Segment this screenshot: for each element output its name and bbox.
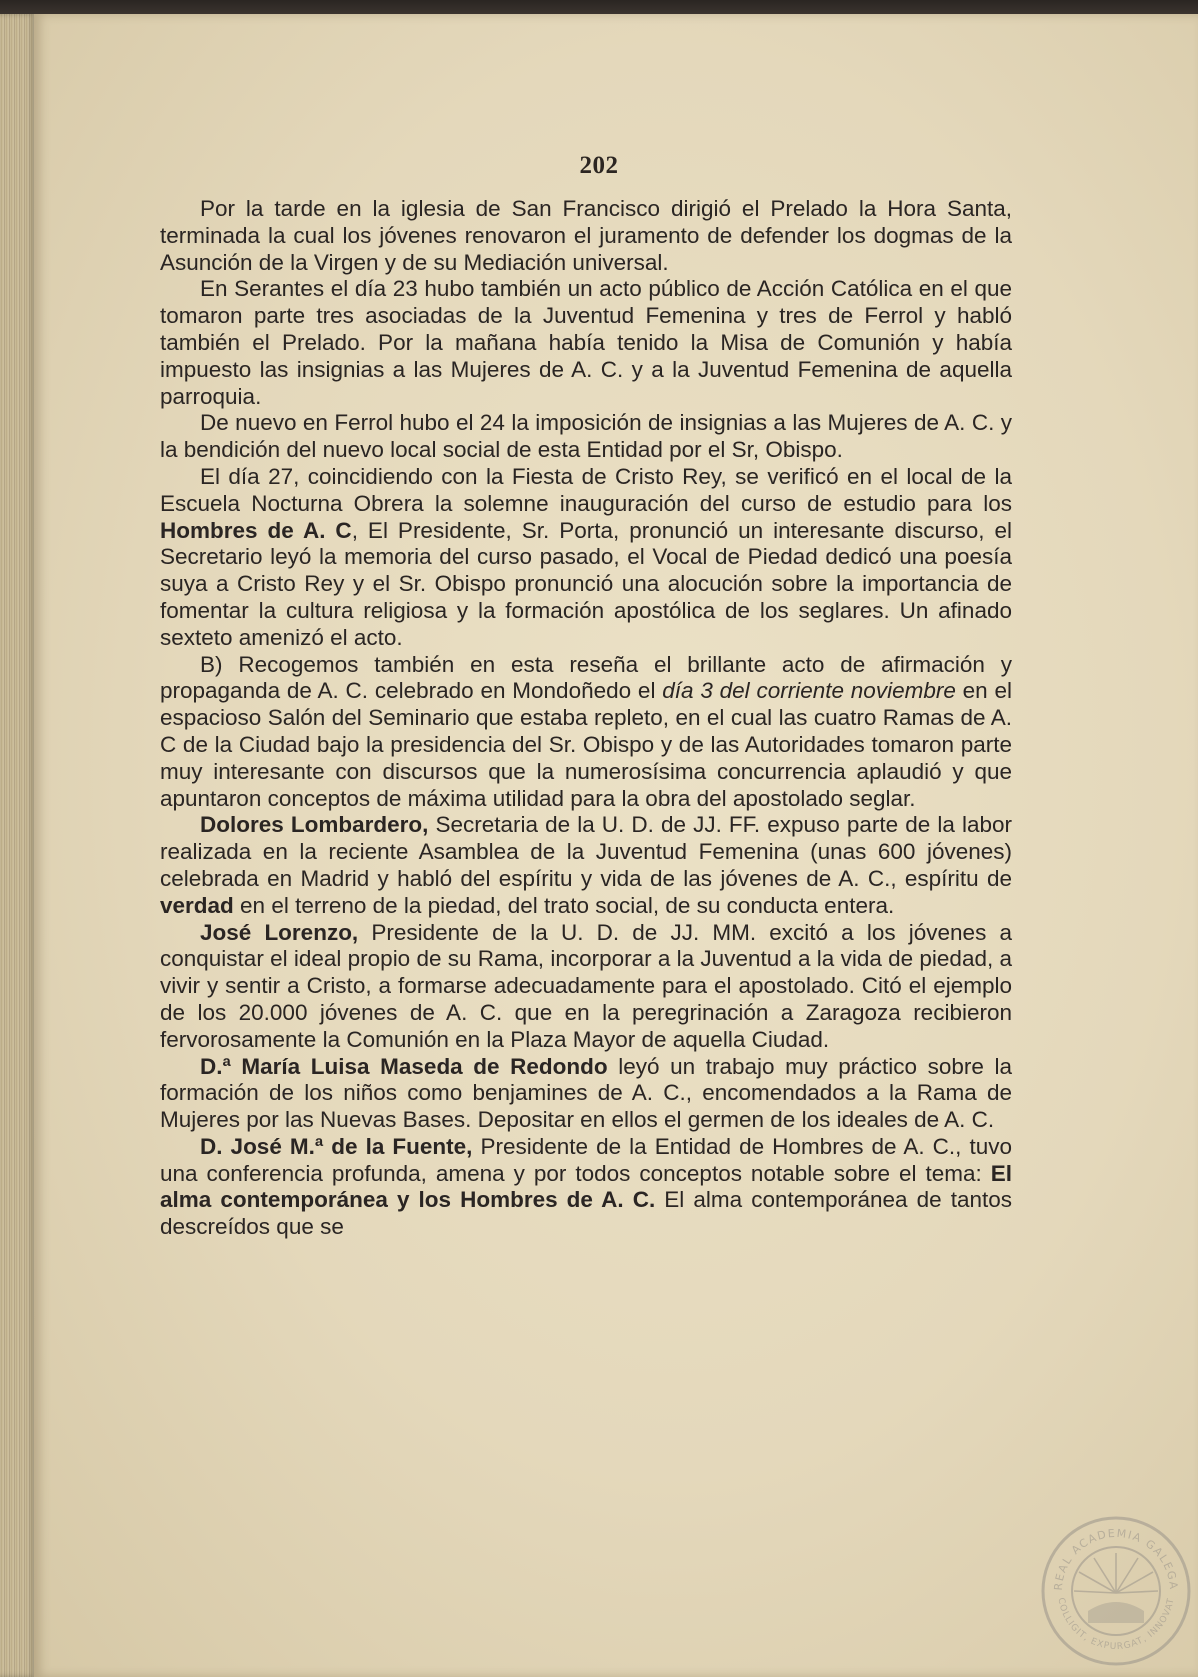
text-run: De nuevo en Ferrol hubo el 24 la imposición de insignias a las Mujeres de A. C. y la bendición del nuevo local social de esta Entidad por el Sr, Obispo. — [160, 410, 1012, 463]
text-run: El día 27, coincidiendo con la Fiesta de Cristo Rey, se verificó en el local de la Escuela Nocturna Obrera la solemne inauguración del curso de estudio para los — [160, 463, 1012, 516]
text-run: En Serantes el día 23 hubo también un acto público de Acción Católica en el que tomaron parte tres asociadas de la Juventud Femenina y tres de Ferrol y habló también el Prelado. Por la mañana había tenido la Misa de Comunión y había impuesto las insignias a las Mujeres de A. C. y a la Juventud Femenina de aquella parroquia. — [160, 276, 1012, 409]
bold-text: D.ª María Luisa Maseda de Redondo — [200, 1053, 608, 1079]
bold-text: José Lorenzo, — [200, 919, 359, 945]
text-run: Presidente de la Entidad de Hombres de A. C., tuvo una conferencia profunda, amena y por todos conceptos notable sobre el tema: — [160, 1133, 1012, 1186]
text-run: leyó un trabajo muy práctico sobre la formación de los niños como benjamines de A. C., encomendados a la Rama de Mujeres por las Nuevas Bases. Depositar en ellos el germen de los ideales de A. C. — [160, 1053, 1012, 1133]
page-number: 202 — [579, 152, 619, 179]
text-run: Secretaria de la U. D. de JJ. FF. expuso parte de la labor realizada en la reciente Asamblea de la Juventud Femenina (unas 600 jóvenes) celebrada en Madrid y habló del espíritu y vida de las jóvenes de A. C., espíritu de — [160, 812, 1012, 891]
italic-text: día 3 del corriente noviembre — [662, 678, 956, 704]
seal-text-bottom: COLLIGIT, EXPURGAT, INNOVAT — [1055, 1596, 1177, 1653]
paragraph — [160, 1054, 1012, 1134]
text-run: Presidente de la U. D. de JJ. MM. excitó a los jóvenes a conquistar el ideal propio de su Rama, incorporar a la Juventud a la vida de piedad, a vivir y sentir a Cristo, a formarse adecuadamente para el apostolado. Citó el ejemplo de los 20.000 jóvenes de A. C. que en la peregrinación a Zaragoza recibieron fervorosamente la Comunión en la Plaza Mayor de aquella Ciudad. — [160, 919, 1012, 1052]
paragraph — [160, 652, 1012, 813]
body-text — [160, 196, 1012, 1241]
bold-text: Hombres de A. C — [160, 517, 352, 543]
text-run: , El Presidente, Sr. Porta, pronunció un interesante discurso, el Secretario leyó la memoria del curso pasado, el Vocal de Piedad dedicó una poesía suya a Cristo Rey y el Sr. Obispo pronunció una alocución sobre la importancia de fomentar la cultura religiosa y la formación apostólica de los seglares. Un afinado sexteto amenizó el acto. — [160, 517, 1012, 650]
paragraph — [160, 410, 1012, 464]
text-run: Por la tarde en la iglesia de San Francisco dirigió el Prelado la Hora Santa, terminada la cual los jóvenes renovaron el juramento de defender los dogmas de la Asunción de la Virgen y de su Mediación universal. — [160, 196, 1012, 275]
text-run: en el espacioso Salón del Seminario que estaba repleto, en el cual las cuatro Ramas de A. C de la Ciudad bajo la presidencia del Sr. Obispo y de las Autoridades tomaron parte muy interesante con discursos que la numerosísima concurrencia aplaudió y que apuntaron conceptos de máxima utilidad para la obra del apostolado seglar. — [160, 678, 1012, 811]
bold-text: El alma contemporánea y los Hombres de A. C. — [160, 1160, 1012, 1213]
paragraph — [160, 196, 1012, 276]
paragraph — [160, 276, 1012, 410]
bold-text: D. José M.ª de la Fuente, — [200, 1133, 473, 1159]
paragraph — [160, 1134, 1012, 1241]
paragraph — [160, 920, 1012, 1054]
paragraph — [160, 812, 1012, 919]
text-run: en el terreno de la piedad, del trato social, de su conducta entera. — [233, 892, 895, 918]
seal-text-top: REAL ACADEMIA GALEGA — [1051, 1526, 1181, 1592]
paragraph — [160, 464, 1012, 652]
academy-seal-icon — [1040, 1515, 1192, 1667]
book-spine — [0, 14, 36, 1677]
bold-text: Dolores Lombardero, — [200, 812, 429, 838]
text-run: El alma contemporánea de tantos descreídos que se — [160, 1187, 1012, 1240]
text-run: B) Recogemos también en esta reseña el brillante acto de afirmación y propaganda de A. C. celebrado en Mondoñedo el — [160, 651, 1012, 704]
bold-text: verdad — [160, 892, 234, 918]
